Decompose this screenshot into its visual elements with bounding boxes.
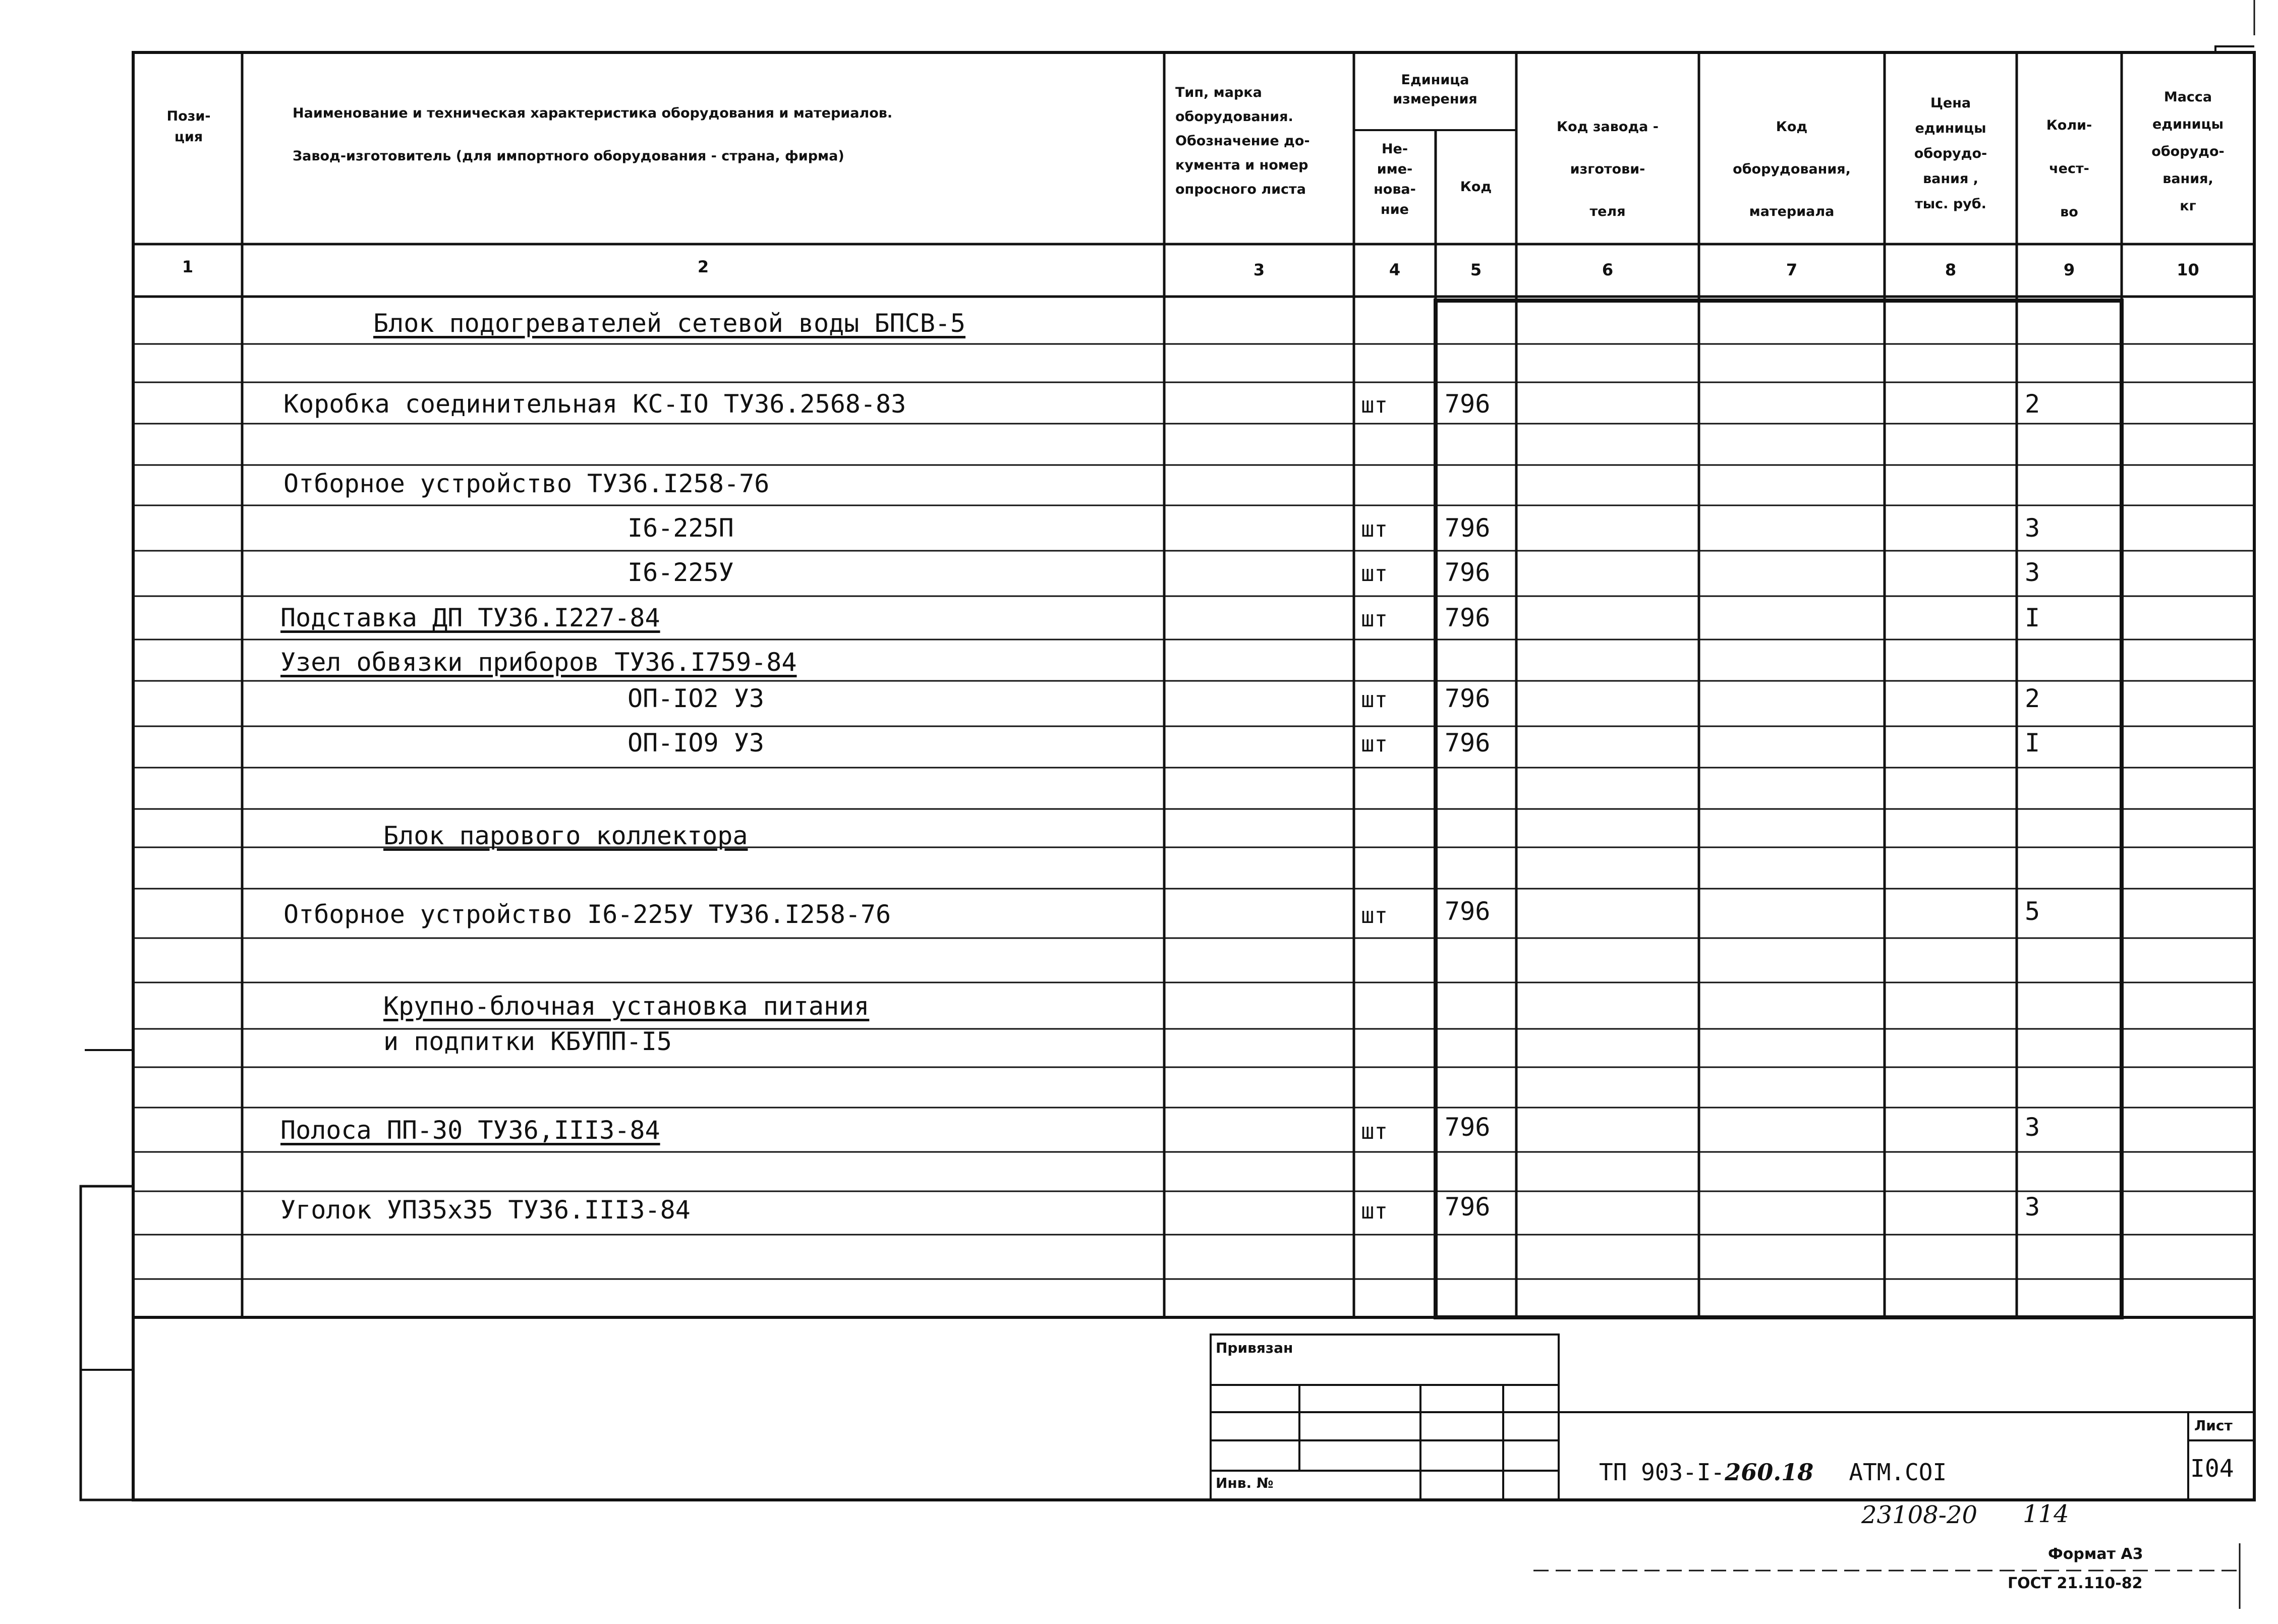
- doc-code-handwritten: 260.18: [1725, 1459, 1814, 1486]
- col-number: 9: [2063, 260, 2075, 279]
- item-name: Коробка соединительная КС-IO ТУ36.2568-83: [283, 389, 906, 419]
- header-mass: [2122, 84, 2254, 220]
- unit-name: шт: [1361, 1119, 1388, 1144]
- quantity: I: [2025, 728, 2040, 758]
- unit-name: шт: [1361, 1198, 1388, 1224]
- unit-code: 796: [1445, 603, 1491, 632]
- attached-label: Привязан: [1216, 1340, 1293, 1356]
- section-title: Крупно-блочная установка питания: [383, 992, 870, 1021]
- quantity: 2: [2025, 684, 2040, 713]
- header-text: Не-: [1381, 141, 1408, 157]
- header-text: теля: [1589, 204, 1626, 219]
- quantity: 3: [2025, 558, 2040, 587]
- item-name: Узел обвязки приборов ТУ36.I759-84: [280, 648, 797, 677]
- sheet-number: I04: [2190, 1455, 2234, 1483]
- quantity: 2: [2025, 389, 2040, 419]
- item-name: I6-225У: [628, 558, 734, 587]
- item-name: ОП-IO9 УЗ: [628, 728, 764, 758]
- header-text: Цена: [1930, 95, 1971, 111]
- binding-strip: [81, 1186, 133, 1500]
- header-text: вания,: [2162, 171, 2213, 187]
- col-number: 4: [1389, 260, 1401, 279]
- unit-code: 796: [1445, 513, 1491, 543]
- section-title: Блок парового коллектора: [383, 821, 748, 850]
- quantity: 5: [2025, 897, 2040, 926]
- unit-name: шт: [1361, 516, 1388, 542]
- header-text: Тип, марка: [1175, 85, 1262, 100]
- unit-name: шт: [1361, 606, 1388, 632]
- format-label: Формат А3: [2048, 1545, 2143, 1563]
- header-position: [135, 106, 242, 147]
- item-name: I6-225П: [628, 513, 734, 543]
- header-text: Код: [1460, 179, 1492, 195]
- item-name: Полоса ПП-30 ТУ36,III3-84: [280, 1116, 660, 1145]
- col-number: 5: [1470, 260, 1482, 279]
- inventory-label: Инв. №: [1216, 1475, 1274, 1491]
- col-number: 1: [182, 257, 194, 276]
- header-text: изготови-: [1570, 161, 1645, 177]
- unit-name: шт: [1361, 903, 1388, 929]
- header-text: кг: [2180, 198, 2196, 214]
- header-unit-name: [1354, 139, 1436, 220]
- doc-code-prefix: ТП 903-I-: [1599, 1459, 1725, 1486]
- unit-name: шт: [1361, 731, 1388, 757]
- header-text: оборудования,: [1733, 161, 1851, 177]
- unit-code: 796: [1445, 897, 1491, 926]
- col-number: 10: [2177, 260, 2199, 279]
- unit-name: шт: [1361, 392, 1388, 418]
- document-code: [1599, 1459, 1947, 1486]
- unit-code: 796: [1445, 1113, 1491, 1142]
- header-text: материала: [1749, 204, 1835, 219]
- unit-code: 796: [1445, 1192, 1491, 1222]
- col-number: 3: [1253, 260, 1265, 279]
- header-text: Обозначение до-: [1175, 133, 1310, 149]
- item-name: Отборное устройство ТУ36.I258-76: [283, 469, 770, 498]
- header-text: Коли-: [2046, 118, 2092, 133]
- header-text: тыс. руб.: [1915, 196, 1986, 212]
- header-text: кумента и номер: [1175, 157, 1308, 173]
- unit-code: 796: [1445, 728, 1491, 758]
- header-plant-code: [1516, 106, 1699, 233]
- header-text: единицы: [2152, 117, 2224, 132]
- header-text: во: [2060, 204, 2078, 220]
- header-text: оборудо-: [1914, 146, 1987, 161]
- header-text: измерения: [1393, 91, 1477, 107]
- quantity: 3: [2025, 1113, 2040, 1142]
- header-text: вания ,: [1923, 171, 1978, 187]
- unit-name: шт: [1361, 687, 1388, 713]
- header-text: Наименование и техническая характеристика оборудования и материалов.: [293, 105, 893, 121]
- header-type: [1175, 81, 1310, 202]
- quantity: I: [2025, 603, 2040, 632]
- header-text: Единица: [1401, 72, 1469, 88]
- doc-code-suffix: АТМ.СОI: [1849, 1459, 1947, 1486]
- handwritten-reference: 23108-20: [1861, 1501, 1977, 1529]
- gost-label: ГОСТ 21.110-82: [2008, 1575, 2143, 1592]
- header-text: име-: [1377, 161, 1413, 177]
- item-name: Подставка ДП ТУ36.I227-84: [280, 603, 660, 632]
- header-text: единицы: [1915, 121, 1986, 136]
- handwritten-page: 114: [2023, 1500, 2069, 1528]
- header-price: [1885, 91, 2017, 217]
- header-text: ция: [174, 129, 203, 145]
- header-text: нова-: [1374, 182, 1416, 197]
- col-number: 8: [1945, 260, 1957, 279]
- header-text: Код завода -: [1557, 119, 1659, 135]
- header-name: [293, 103, 892, 166]
- unit-name: шт: [1361, 561, 1388, 587]
- unit-code: 796: [1445, 558, 1491, 587]
- col-number: 6: [1602, 260, 1614, 279]
- section-title: и подпитки КБУПП-I5: [383, 1027, 672, 1056]
- header-unit-code: [1436, 177, 1516, 197]
- unit-code: 796: [1445, 684, 1491, 713]
- header-text: опросного листа: [1175, 182, 1306, 197]
- header-text: оборудования.: [1175, 109, 1293, 125]
- unit-code: 796: [1445, 389, 1491, 419]
- header-text: ние: [1381, 202, 1409, 217]
- item-name: Уголок УП35х35 ТУ36.III3-84: [280, 1195, 691, 1225]
- sheet-label: Лист: [2194, 1417, 2233, 1434]
- header-quantity: [2017, 104, 2122, 234]
- header-text: оборудо-: [2151, 144, 2225, 159]
- quantity: 3: [2025, 513, 2040, 543]
- header-equipment-code: [1699, 106, 1885, 233]
- header-text: Завод-изготовитель (для импортного оборудования - страна, фирма): [293, 148, 844, 164]
- col-number: 7: [1786, 260, 1798, 279]
- item-name: Отборное устройство I6-225У ТУ36.I258-76: [283, 900, 891, 929]
- header-text: Масса: [2163, 89, 2212, 105]
- header-unit-group: [1354, 71, 1516, 109]
- header-text: Пози-: [166, 108, 211, 124]
- header-text: Код: [1776, 119, 1808, 135]
- section-title: Блок подогревателей сетевой воды БПСВ-5: [373, 309, 965, 338]
- item-name: ОП-IO2 УЗ: [628, 684, 764, 713]
- quantity: 3: [2025, 1192, 2040, 1222]
- header-text: чест-: [2049, 161, 2089, 177]
- col-number: 2: [697, 257, 709, 276]
